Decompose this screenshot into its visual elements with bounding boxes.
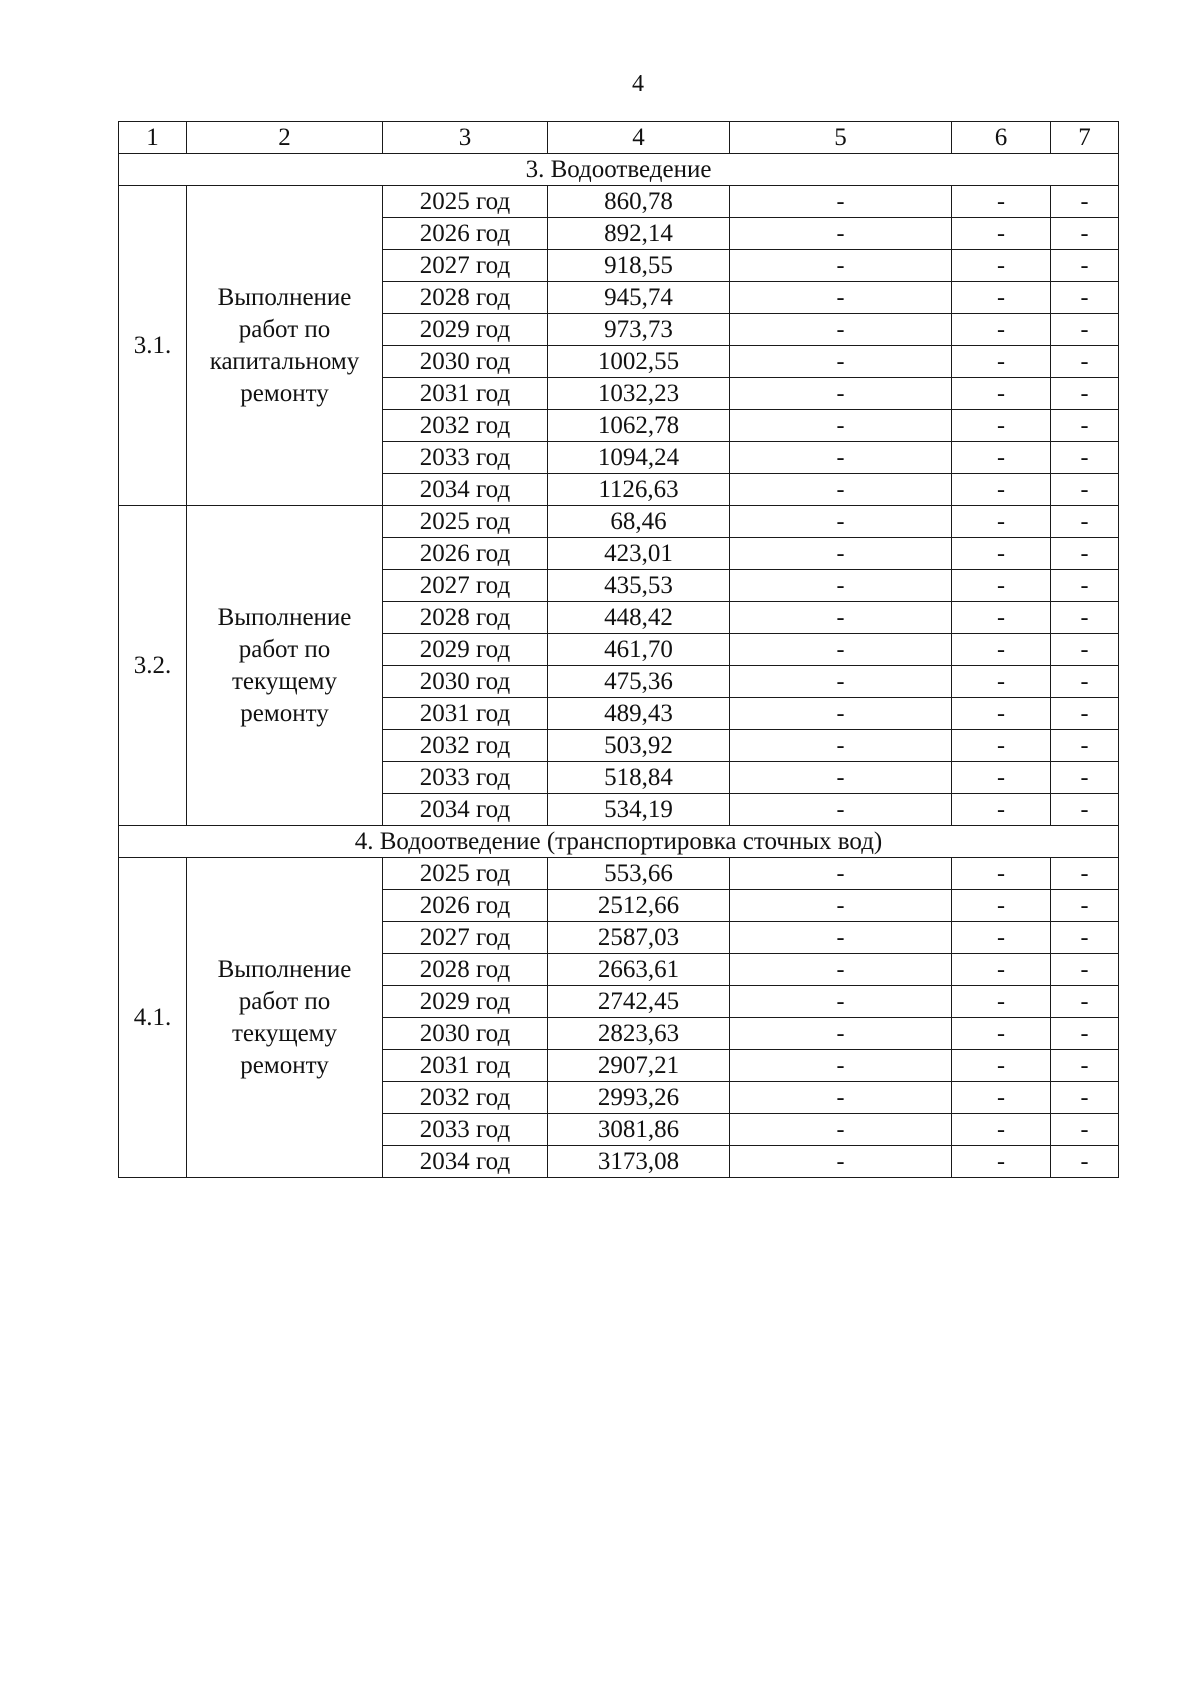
- year-cell: 2028 год: [383, 602, 548, 634]
- column6-cell: -: [952, 570, 1051, 602]
- column5-cell: -: [730, 538, 952, 570]
- year-cell: 2033 год: [383, 762, 548, 794]
- year-cell: 2027 год: [383, 250, 548, 282]
- amount-cell: 918,55: [548, 250, 730, 282]
- column6-cell: -: [952, 474, 1051, 506]
- column7-cell: -: [1051, 890, 1119, 922]
- data-table: [118, 121, 1119, 1178]
- amount-cell: 2993,26: [548, 1082, 730, 1114]
- column6-cell: -: [952, 186, 1051, 218]
- column-number-cell: 3: [383, 122, 548, 154]
- amount-cell: 448,42: [548, 602, 730, 634]
- amount-cell: 2663,61: [548, 954, 730, 986]
- year-cell: 2025 год: [383, 506, 548, 538]
- section-row: [119, 154, 1119, 186]
- column7-cell: -: [1051, 538, 1119, 570]
- amount-cell: 553,66: [548, 858, 730, 890]
- column7-cell: -: [1051, 954, 1119, 986]
- column-number-row: [119, 122, 1119, 154]
- column5-cell: -: [730, 634, 952, 666]
- column5-cell: -: [730, 986, 952, 1018]
- column5-cell: -: [730, 666, 952, 698]
- column5-cell: -: [730, 186, 952, 218]
- amount-cell: 461,70: [548, 634, 730, 666]
- column5-cell: -: [730, 890, 952, 922]
- column7-cell: -: [1051, 730, 1119, 762]
- column5-cell: -: [730, 250, 952, 282]
- amount-cell: 1032,23: [548, 378, 730, 410]
- column6-cell: -: [952, 794, 1051, 826]
- year-cell: 2027 год: [383, 570, 548, 602]
- amount-cell: 2512,66: [548, 890, 730, 922]
- item-number: 4.1.: [119, 858, 187, 1178]
- table-row: [119, 506, 1119, 538]
- amount-cell: 3173,08: [548, 1146, 730, 1178]
- column7-cell: -: [1051, 410, 1119, 442]
- column5-cell: -: [730, 762, 952, 794]
- amount-cell: 534,19: [548, 794, 730, 826]
- column7-cell: -: [1051, 602, 1119, 634]
- column6-cell: -: [952, 1114, 1051, 1146]
- amount-cell: 1002,55: [548, 346, 730, 378]
- column7-cell: -: [1051, 794, 1119, 826]
- item-name: Выполнение работ по текущему ремонту: [187, 506, 383, 826]
- column7-cell: -: [1051, 1114, 1119, 1146]
- column-number-cell: 1: [119, 122, 187, 154]
- column5-cell: -: [730, 1146, 952, 1178]
- table-body: [119, 122, 1119, 1178]
- year-cell: 2028 год: [383, 282, 548, 314]
- column6-cell: -: [952, 698, 1051, 730]
- column5-cell: -: [730, 922, 952, 954]
- amount-cell: 435,53: [548, 570, 730, 602]
- section-title: 4. Водоотведение (транспортировка сточных вод): [119, 826, 1119, 858]
- column7-cell: -: [1051, 634, 1119, 666]
- column7-cell: -: [1051, 346, 1119, 378]
- column6-cell: -: [952, 314, 1051, 346]
- item-name: Выполнение работ по текущему ремонту: [187, 858, 383, 1178]
- column-number-cell: 4: [548, 122, 730, 154]
- column7-cell: -: [1051, 442, 1119, 474]
- column5-cell: -: [730, 1018, 952, 1050]
- table-row: [119, 186, 1119, 218]
- column6-cell: -: [952, 1082, 1051, 1114]
- amount-cell: 973,73: [548, 314, 730, 346]
- column7-cell: -: [1051, 1082, 1119, 1114]
- column6-cell: -: [952, 282, 1051, 314]
- column6-cell: -: [952, 538, 1051, 570]
- amount-cell: 3081,86: [548, 1114, 730, 1146]
- column6-cell: -: [952, 346, 1051, 378]
- column5-cell: -: [730, 858, 952, 890]
- column7-cell: -: [1051, 1018, 1119, 1050]
- column7-cell: -: [1051, 922, 1119, 954]
- column6-cell: -: [952, 1050, 1051, 1082]
- column5-cell: -: [730, 346, 952, 378]
- column5-cell: -: [730, 794, 952, 826]
- column6-cell: -: [952, 1018, 1051, 1050]
- amount-cell: 2587,03: [548, 922, 730, 954]
- column6-cell: -: [952, 666, 1051, 698]
- column6-cell: -: [952, 986, 1051, 1018]
- year-cell: 2031 год: [383, 698, 548, 730]
- column5-cell: -: [730, 378, 952, 410]
- amount-cell: 2742,45: [548, 986, 730, 1018]
- column5-cell: -: [730, 954, 952, 986]
- year-cell: 2034 год: [383, 794, 548, 826]
- column6-cell: -: [952, 634, 1051, 666]
- amount-cell: 2907,21: [548, 1050, 730, 1082]
- column6-cell: -: [952, 922, 1051, 954]
- amount-cell: 423,01: [548, 538, 730, 570]
- column5-cell: -: [730, 1082, 952, 1114]
- column6-cell: -: [952, 410, 1051, 442]
- column6-cell: -: [952, 506, 1051, 538]
- column7-cell: -: [1051, 378, 1119, 410]
- column5-cell: -: [730, 474, 952, 506]
- section-title: 3. Водоотведение: [119, 154, 1119, 186]
- column7-cell: -: [1051, 858, 1119, 890]
- year-cell: 2033 год: [383, 1114, 548, 1146]
- column7-cell: -: [1051, 698, 1119, 730]
- year-cell: 2032 год: [383, 410, 548, 442]
- year-cell: 2027 год: [383, 922, 548, 954]
- column7-cell: -: [1051, 666, 1119, 698]
- year-cell: 2026 год: [383, 890, 548, 922]
- amount-cell: 1094,24: [548, 442, 730, 474]
- column6-cell: -: [952, 954, 1051, 986]
- item-number: 3.2.: [119, 506, 187, 826]
- amount-cell: 475,36: [548, 666, 730, 698]
- column-number-cell: 2: [187, 122, 383, 154]
- column7-cell: -: [1051, 1050, 1119, 1082]
- column5-cell: -: [730, 602, 952, 634]
- year-cell: 2031 год: [383, 378, 548, 410]
- column7-cell: -: [1051, 282, 1119, 314]
- amount-cell: 2823,63: [548, 1018, 730, 1050]
- year-cell: 2034 год: [383, 1146, 548, 1178]
- year-cell: 2026 год: [383, 538, 548, 570]
- amount-cell: 860,78: [548, 186, 730, 218]
- column5-cell: -: [730, 218, 952, 250]
- page-number: 4: [632, 71, 644, 97]
- amount-cell: 892,14: [548, 218, 730, 250]
- column7-cell: -: [1051, 1146, 1119, 1178]
- amount-cell: 518,84: [548, 762, 730, 794]
- amount-cell: 1126,63: [548, 474, 730, 506]
- column6-cell: -: [952, 890, 1051, 922]
- year-cell: 2032 год: [383, 730, 548, 762]
- column5-cell: -: [730, 410, 952, 442]
- item-name: Выполнение работ по капитальному ремонту: [187, 186, 383, 506]
- year-cell: 2034 год: [383, 474, 548, 506]
- column6-cell: -: [952, 1146, 1051, 1178]
- item-number: 3.1.: [119, 186, 187, 506]
- amount-cell: 1062,78: [548, 410, 730, 442]
- column5-cell: -: [730, 698, 952, 730]
- column6-cell: -: [952, 442, 1051, 474]
- column6-cell: -: [952, 378, 1051, 410]
- column7-cell: -: [1051, 762, 1119, 794]
- column6-cell: -: [952, 250, 1051, 282]
- column7-cell: -: [1051, 314, 1119, 346]
- year-cell: 2028 год: [383, 954, 548, 986]
- table-row: [119, 858, 1119, 890]
- column-number-cell: 6: [952, 122, 1051, 154]
- amount-cell: 945,74: [548, 282, 730, 314]
- column7-cell: -: [1051, 250, 1119, 282]
- amount-cell: 68,46: [548, 506, 730, 538]
- column7-cell: -: [1051, 986, 1119, 1018]
- column6-cell: -: [952, 218, 1051, 250]
- year-cell: 2025 год: [383, 186, 548, 218]
- column-number-cell: 7: [1051, 122, 1119, 154]
- year-cell: 2029 год: [383, 634, 548, 666]
- year-cell: 2033 год: [383, 442, 548, 474]
- year-cell: 2030 год: [383, 666, 548, 698]
- year-cell: 2030 год: [383, 1018, 548, 1050]
- column7-cell: -: [1051, 506, 1119, 538]
- column5-cell: -: [730, 442, 952, 474]
- column5-cell: -: [730, 1050, 952, 1082]
- amount-cell: 503,92: [548, 730, 730, 762]
- amount-cell: 489,43: [548, 698, 730, 730]
- column7-cell: -: [1051, 570, 1119, 602]
- column5-cell: -: [730, 314, 952, 346]
- column5-cell: -: [730, 506, 952, 538]
- section-row: [119, 826, 1119, 858]
- year-cell: 2032 год: [383, 1082, 548, 1114]
- column5-cell: -: [730, 1114, 952, 1146]
- column7-cell: -: [1051, 218, 1119, 250]
- column6-cell: -: [952, 858, 1051, 890]
- year-cell: 2029 год: [383, 314, 548, 346]
- year-cell: 2030 год: [383, 346, 548, 378]
- year-cell: 2025 год: [383, 858, 548, 890]
- column5-cell: -: [730, 570, 952, 602]
- column6-cell: -: [952, 730, 1051, 762]
- year-cell: 2029 год: [383, 986, 548, 1018]
- year-cell: 2026 год: [383, 218, 548, 250]
- column6-cell: -: [952, 602, 1051, 634]
- column5-cell: -: [730, 282, 952, 314]
- column-number-cell: 5: [730, 122, 952, 154]
- column7-cell: -: [1051, 186, 1119, 218]
- column6-cell: -: [952, 762, 1051, 794]
- column7-cell: -: [1051, 474, 1119, 506]
- year-cell: 2031 год: [383, 1050, 548, 1082]
- column5-cell: -: [730, 730, 952, 762]
